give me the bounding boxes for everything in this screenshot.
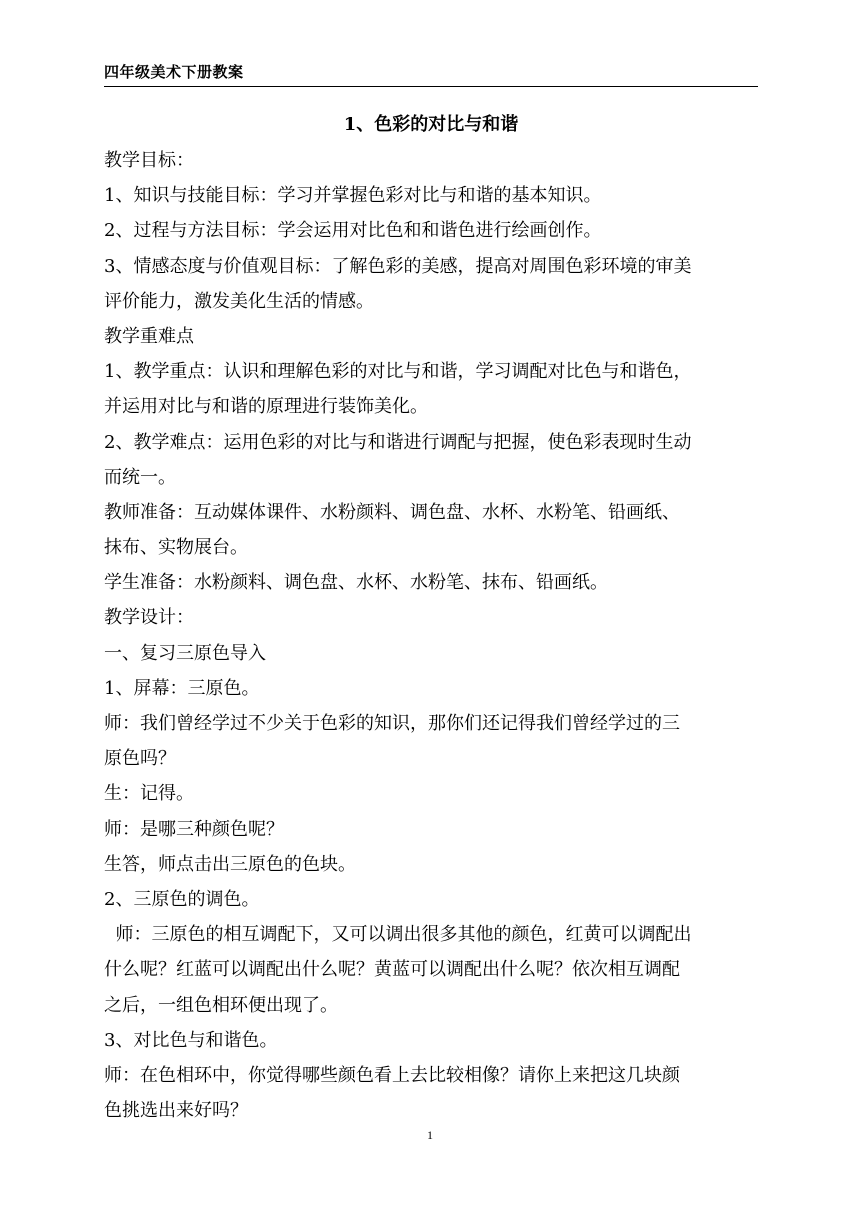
header-title: 四年级美术下册教案 — [104, 63, 244, 81]
text-line: 师：我们曾经学过不少关于色彩的知识，那你们还记得我们曾经学过的三 — [104, 713, 680, 734]
document-body — [104, 143, 758, 1128]
text-line: 教学重难点 — [104, 325, 194, 347]
text-line: 一、复习三原色导入 — [104, 642, 266, 664]
text-line: 评价能力，激发美化生活的情感。 — [104, 290, 374, 312]
text-line: 生：记得。 — [104, 783, 194, 805]
text-line: 3、情感态度与价值观目标：了解色彩的美感，提高对周围色彩环境的审美 — [104, 255, 692, 277]
page-header — [104, 60, 758, 87]
text-line: 2、三原色的调色。 — [104, 888, 260, 910]
text-line: 并运用对比与和谐的原理进行装饰美化。 — [104, 396, 428, 418]
text-line: 师：是哪三种颜色呢？ — [104, 818, 284, 840]
document-title: 1、色彩的对比与和谐 — [343, 114, 519, 135]
text-line: 教学目标： — [104, 150, 194, 171]
text-line: 师：在色相环中，你觉得哪些颜色看上去比较相像？请你上来把这几块颜 — [104, 1064, 680, 1086]
text-line: 1、知识与技能目标：学习并掌握色彩对比与和谐的基本知识。 — [104, 185, 602, 207]
text-line: 而统一。 — [104, 466, 176, 488]
text-line: 教学设计： — [104, 607, 194, 629]
text-line: 抹布、实物展台。 — [104, 537, 248, 559]
text-line: 2、过程与方法目标：学会运用对比色和和谐色进行绘画创作。 — [104, 220, 602, 242]
text-line: 教师准备：互动媒体课件、水粉颜料、调色盘、水杯、水粉笔、铅画纸、 — [104, 501, 680, 523]
text-line: 2、教学难点：运用色彩的对比与和谐进行调配与把握，使色彩表现时生动 — [104, 431, 692, 453]
text-line: 色挑选出来好吗？ — [104, 1100, 248, 1122]
text-line: 师：三原色的相互调配下，又可以调出很多其他的颜色，红黄可以调配出 — [104, 924, 692, 946]
text-line: 学生准备：水粉颜料、调色盘、水杯、水粉笔、抹布、铅画纸。 — [104, 572, 608, 594]
text-line: 原色吗？ — [104, 748, 176, 770]
text-line: 什么呢？红蓝可以调配出什么呢？黄蓝可以调配出什么呢？依次相互调配 — [104, 959, 680, 981]
text-line: 1、屏幕：三原色。 — [104, 677, 260, 699]
text-line: 之后，一组色相环便出现了。 — [104, 994, 338, 1016]
text-line: 3、对比色与和谐色。 — [104, 1029, 278, 1051]
page-number: 1 — [427, 1128, 433, 1142]
text-line: 1、教学重点：认识和理解色彩的对比与和谐，学习调配对比色与和谐色， — [104, 361, 692, 383]
text-line: 生答，师点击出三原色的色块。 — [104, 853, 356, 875]
